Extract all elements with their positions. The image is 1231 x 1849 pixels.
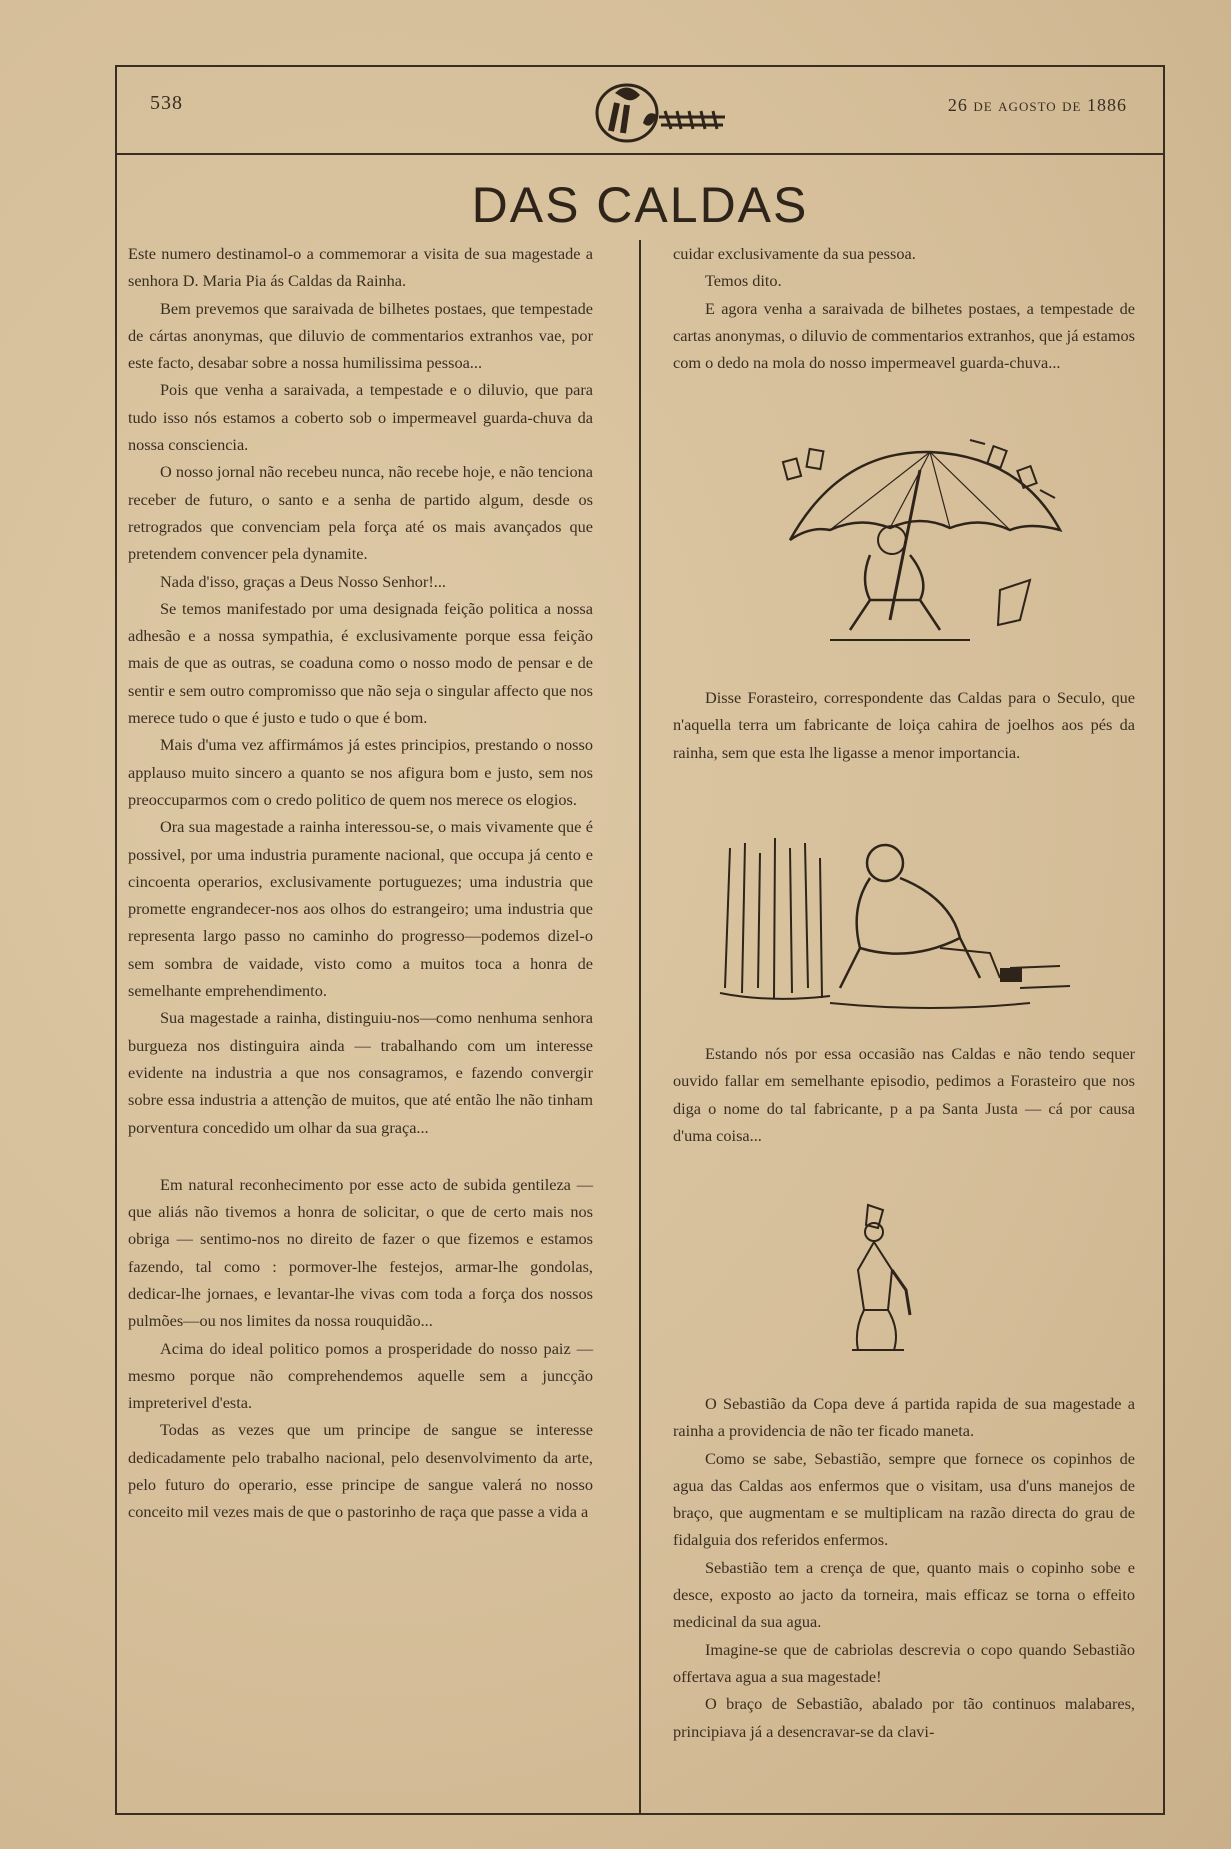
left-column <box>128 240 593 1526</box>
paragraph: Ora sua magestade a rainha interessou-se, o mais vivamente que é possivel, por uma industria puramente nacional, que occupa já cento e cincoenta operarios, exclusivamente portuguezes; uma industria que promette engrandecer-nos aos olhos do estrangeiro; uma industria que representa largo passo no caminho do progresso—podemos dizel-o sem sombra de vaidade, visto como a muitos toca a honra de semelhante emprehendimento. <box>128 817 593 1001</box>
right-column-block-1 <box>673 240 1135 376</box>
paragraph: Em natural reconhecimento por esse acto de subida gentileza — que aliás não tivemos a honra de solicitar, o que de certo mais nos obriga — sentimo-nos no direito de fazer o que fizemos e estamos fazendo, tal como : pormover-lhe festejos, armar-lhe gondolas, dedicar-lhe jornaes, e levantar-lhe vivas com toda a força dos nossos pulmões—ou nos limites da nossa rouquidão... <box>128 1174 593 1331</box>
paragraph: O nosso jornal não recebeu nunca, não recebe hoje, e não tenciona receber de futuro, o santo e a senha de partido algum, desde os retrogrados que convenciam pela força até os mais avançados que pretendem convencer pela dynamite. <box>128 462 593 564</box>
right-column-block-4 <box>673 1390 1135 1745</box>
paragraph: Nada d'isso, graças a Deus Nosso Senhor!... <box>160 571 446 591</box>
paragraph: Estando nós por essa occasião nas Caldas e não tendo sequer ouvido fallar em semelhante episodio, pedimos a Forasteiro que nos diga o nome do tal fabricante, p a pa Santa Justa — cá por causa d'uma coisa... <box>673 1044 1135 1145</box>
kneeling-man-illustration <box>700 828 1080 1018</box>
small-figure-illustration <box>828 1200 928 1360</box>
umbrella-figure-illustration <box>770 430 1070 650</box>
paragraph: Mais d'uma vez affirmámos já estes principios, prestando o nosso applauso muito sincero a quanto se nos afigura bom e justo, sem nos preoccuparmos com o credo politico de quem nos merece os elogios. <box>128 735 593 809</box>
paragraph: Se temos manifestado por uma designada feição politica a nossa adhesão e a nossa sympathia, é exclusivamente porque essa feição mais de que as outras, se coaduna como o nosso modo de pensar e de sentir e sem outro compromisso que não seja o singular affecto que nos merece tudo o que é justo e tudo o que é bom. <box>128 598 593 728</box>
paragraph: Todas as vezes que um principe de sangue se interesse dedicadamente pelo trabalho nacional, pelo desenvolvimento da arte, pelo futuro do operario, esse principe de sangue valerá no nosso conceito mil vezes mais de que o pastorinho de raça que passe a vida a <box>128 1420 593 1522</box>
article-title: DAS CALDAS <box>471 177 809 233</box>
page-header <box>115 65 1165 155</box>
paragraph: E agora venha a saraivada de bilhetes postaes, a tempestade de cartas anonymas, o diluvio de commentarios extranhos, que já estamos com o dedo na mola do nosso impermeavel guarda-chuva... <box>673 298 1135 373</box>
paragraph: Temos dito. <box>705 271 782 291</box>
right-column-block-3 <box>673 1040 1135 1149</box>
paragraph: Sua magestade a rainha, distinguiu-nos—como nenhuma senhora burgueza nos distinguira ainda — trabalhando com um interesse evidente na industria a que nos consagramos, e fazendo convergir sobre essa industria a attenção de muitos, que até então lhe não tinham porventura concedido um olhar da sua graça... <box>128 1008 593 1137</box>
paragraph: Este numero destinamol-o a commemorar a visita de sua magestade a senhora D. Maria Pia ás Caldas da Rainha. <box>128 244 593 291</box>
paragraph: Imagine-se que de cabriolas descrevia o copo quando Sebastião offertava agua a sua magestade! <box>673 1639 1135 1686</box>
paragraph: Acima do ideal politico pomos a prosperidade do nosso paiz — mesmo porque não comprehendemos aquelle sem a juncção impreterivel d'esta. <box>128 1338 593 1413</box>
page-number: 538 <box>150 92 183 114</box>
right-column-block-2 <box>673 684 1135 766</box>
paragraph: Disse Forasteiro, correspondente das Caldas para o Seculo, que n'aquella terra um fabricante de loiça cahira de joelhos aos pés da rainha, sem que esta lhe ligasse a menor importancia. <box>673 688 1135 762</box>
column-divider <box>639 240 641 1815</box>
paragraph: cuidar exclusivamente da sua pessoa. <box>673 244 916 263</box>
masthead-logo <box>585 73 735 145</box>
paragraph: O Sebastião da Copa deve á partida rapida de sua magestade a rainha a providencia de não ter ficado maneta. <box>673 1394 1135 1441</box>
paragraph: Como se sabe, Sebastião, sempre que fornece os copinhos de agua das Caldas aos enfermos que o visitam, usa d'uns manejos de braço, que augmentam e se multiplicam na razão directa do grau de fidalguia dos referidos enfermos. <box>673 1448 1135 1550</box>
paragraph: Sebastião tem a crença de que, quanto mais o copinho sobe e desce, exposto ao jacto da torneira, mais efficaz se torna o effeito medicinal da sua agua. <box>673 1557 1135 1632</box>
issue-date: 26 de agosto de 1886 <box>947 95 1127 115</box>
paragraph: O braço de Sebastião, abalado por tão continuos malabares, principiava já a desencravar-se da clavi- <box>673 1694 1135 1741</box>
paragraph: Pois que venha a saraivada, a tempestade e o diluvio, que para tudo isso nós estamos a coberto sob o impermeavel guarda-chuva da nossa consciencia. <box>128 380 593 455</box>
paragraph: Bem prevemos que saraivada de bilhetes postaes, que tempestade de cártas anonymas, que diluvio de commentarios extranhos vae, por este facto, desabar sobre a nossa humilissima pessoa... <box>128 298 593 373</box>
